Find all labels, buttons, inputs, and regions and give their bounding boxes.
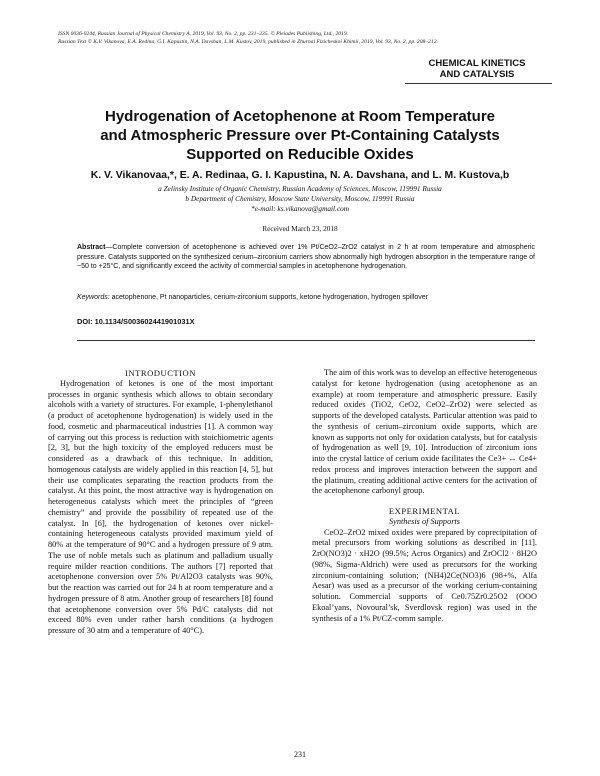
title-line-1: Hydrogenation of Acetophenone at Room Temperature bbox=[104, 108, 496, 125]
header-line-2: Russian Text © K.V. Vikanova, E.A. Redina, G.I. Kapustin, N.A. Davshan, L.M. Kustov, 2019, published in Zhurnal Fizicheskoi Khimii, 2019, Vol. 93, No. 2, pp. 208–212. bbox=[58, 38, 438, 45]
right-column bbox=[312, 368, 537, 624]
keywords-label: Keywords: bbox=[77, 294, 110, 301]
abstract-rule bbox=[77, 340, 535, 341]
synthesis-paragraph: CeO2–ZrO2 mixed oxides were prepared by coprecipitation of metal precursors from working solutions as described in [11]. ZrO(NO3)2 · xH2O (99.5%; Acros Organics) and ZrOCl2 · 8H2O (98%, Sigma-Aldrich) were used as precursors for the working zirconium-containing solution; (NH4)2Ce(NO3)6 (98+%, Alfa Aesar) was used as a precursor of the working cerium-containing solution. Commercial supports of Ce0.75Zr0.25O2 (OOO Ekoal’yans, Novoural’sk, Sverdlovsk region) was used in the synthesis of a 1% Pt/CZ-comm sample. bbox=[312, 527, 537, 623]
section-label-line-2: AND CATALYSIS bbox=[439, 69, 515, 80]
title-line-2: and Atmospheric Pressure over Pt-Containing Catalysts bbox=[100, 127, 500, 144]
abstract-label: Abstract bbox=[77, 244, 106, 251]
aim-paragraph: The aim of this work was to develop an effective heterogeneous catalyst for ketone hydrogenation (using acetophenone as an example) at room temperature and atmospheric pressure. Easily reduced oxides (TiO2, CeO2, CeO2–ZrO2) were selected as supports of the developed catalysts. Particular attention was paid to the synthesis of cerium–zirconium oxide supports, which are known as supports not only for oxidation catalysts, but for catalysis of hydrogenation as well [9, 10]. Introduction of zirconium ions into the crystal lattice of cerium oxide facilitates the Ce3+ ↔ Ce4+ redox process and improves interaction between the support and the platinum, creating additional active centers for the activation of the acetophenone carbonyl group. bbox=[312, 368, 537, 496]
affiliation-2: b Department of Chemistry, Moscow State University, Moscow, 119991 Russia bbox=[185, 194, 415, 203]
title-line-3: Supported on Reducible Oxides bbox=[186, 146, 414, 163]
received-date: Received March 23, 2018 bbox=[262, 224, 338, 233]
synthesis-subheading: Synthesis of Supports bbox=[389, 516, 460, 526]
keywords-text: acetophenone, Pt nanoparticles, cerium-zirconium supports, ketone hydrogenation, hydrogen spillover bbox=[111, 294, 428, 301]
article-title bbox=[60, 107, 540, 164]
section-label-line-1: CHEMICAL KINETICS bbox=[428, 58, 526, 69]
introduction-heading: INTRODUCTION bbox=[125, 368, 196, 378]
affiliation-1: a Zelinsky Institute of Organic Chemistry, Russian Academy of Sciences, Moscow, 119991 Russia bbox=[158, 184, 442, 193]
journal-header bbox=[58, 31, 558, 46]
doi: DOI: 10.1134/S003602441901031X bbox=[77, 317, 195, 326]
page-number: 231 bbox=[294, 750, 306, 759]
experimental-heading: EXPERIMENTAL bbox=[388, 506, 461, 516]
authors: K. V. Vikanovaa,*, E. A. Redinaa, G. I. Kapustina, N. A. Davshana, and L. M. Kustova,b bbox=[90, 170, 510, 181]
introduction-paragraph: Hydrogenation of ketones is one of the most important processes in organic synthesis which allows to obtain secondary alcohols with a variety of structures. For example, 1-phenylethanol (a product of acetophenone hydrogenation) is widely used in the food, cosmetic and pharmaceutical industries [1]. A common way of carrying out this process is reduction with stoichiometric agents [2, 3], but the high toxicity of the employed reducers must be considered as a drawback of this technique. In addition, homogenous catalysts are widely applied in this reaction [4, 5], but their use complicates separating the reaction products from the catalyst. At this point, the most attractive way is hydrogenation on heterogeneous catalysts which meet the principles of “green chemistry” and provide the possibility of repeated use of the catalyst. In [6], the hydrogenation of ketones over nickel-containing heterogeneous catalysts provided maximum yield of 80% at the temperature of 90°C and a hydrogen pressure of 9 atm. The use of noble metals such as platinum and palladium usually require milder reaction conditions. The authors [7] reported that acetophenone conversion over 5% Pt/Al2O3 catalysts was 90%, but the reaction was carried out for 24 h at room temperature and a hydrogen pressure of 8 atm. Another group of researchers [8] found that acetophenone conversion over 5% Pd/C catalysts did not exceed 80% even under rather harsh conditions (a hydrogen pressure of 30 atm and a temperature of 40°C). bbox=[48, 378, 273, 635]
section-rule bbox=[405, 83, 552, 84]
contact-email: *e-mail: ks.vikanova@gmail.com bbox=[250, 204, 350, 213]
header-line-1: ISSN 0036-0244, Russian Journal of Physical Chemistry A, 2019, Vol. 93, No. 2, pp. 231–235. © Pleiades Publishing, Ltd., 2019. bbox=[58, 31, 349, 37]
keywords bbox=[77, 293, 535, 303]
section-label bbox=[402, 58, 552, 80]
left-column bbox=[48, 368, 273, 637]
abstract bbox=[77, 243, 535, 272]
abstract-text: —Complete conversion of acetophenone is achieved over 1% Pt/CeO2–ZrO2 catalyst in 2 h at room temperature and atmospheric pressure. Catalysts supported on the synthesized cerium–zirconium carriers show abnormally high hydrogen absorption in the temperature range of −50 to +25°C, and significantly exceed the activity of commercial samples in acetophenone hydrogenation. bbox=[77, 244, 535, 270]
